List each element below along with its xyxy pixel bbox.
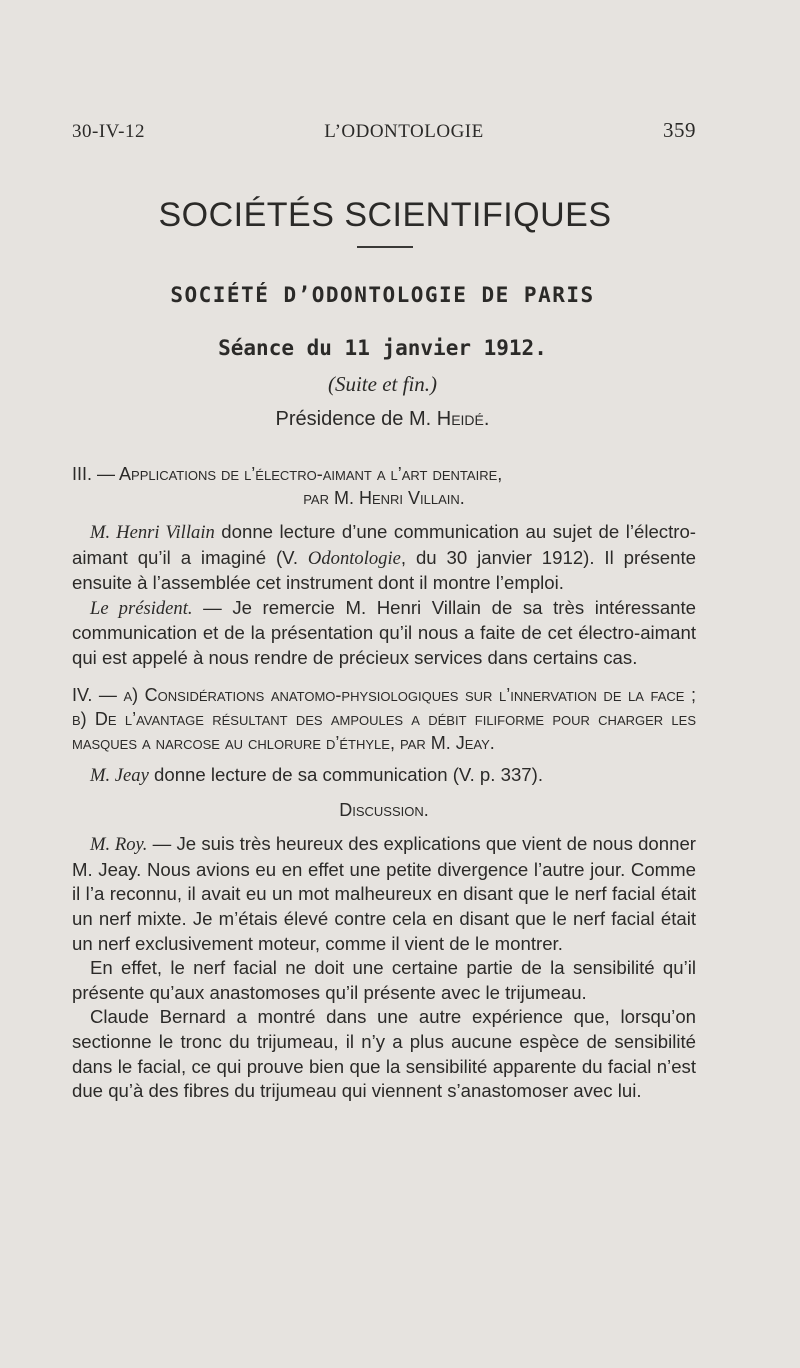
president-name: Heidé.: [436, 408, 490, 430]
speaker-roy: M. Roy.: [90, 834, 148, 856]
paragraph-bernard: Claude Bernard a montré dans une autre expérience que, lorsqu’on sectionne le tronc du trijumeau, il n’y a plus aucune espèce de sensibilité dans le facial, ce qui prouve bien que la sensibilité apparente du facial n’est due qu’à des fibres du trijumeau qui viennent s’anastomoser avec lui.: [72, 1006, 696, 1102]
presidence-line: [0, 408, 765, 431]
paragraph-villain: [72, 520, 696, 596]
paragraph-facial: En effet, le nerf facial ne doit une certaine partie de la sensibilité qu’il présente qu’aux anastomoses qu’il présente avec le trijumeau.: [72, 957, 696, 1003]
paragraph-president: [72, 596, 696, 671]
presidence-prefix: Présidence de M.: [275, 408, 432, 430]
paragraph-president-text: — Je remercie M. Henri Villain de sa très intéressante communication et de la présentation qu’il nous a faite de cet électro-aimant qui est appelé à nous rendre de précieux services dans certains cas.: [72, 596, 697, 668]
page-number: 359: [662, 118, 696, 142]
section-title: SOCIÉTÉS SCIENTIFIQUES: [158, 196, 612, 234]
title-divider: [357, 246, 413, 248]
paragraph-roy-text: — Je suis très heureux des explications que vient de nous donner M. Jeay. Nous avions eu en effet une petite divergence l’autre jour. Comme il l’a reconnu, il avait eu un mot malheureux en disant que le nerf facial était un nerf mixte. Je m’étais élevé contre cela en disant que le nerf facial était un nerf exclusivement moteur, comme il vient de le montrer.: [72, 833, 696, 954]
discussion-heading: Discussion.: [339, 800, 429, 821]
section-3-heading: [72, 462, 696, 510]
paragraph-roy: [72, 832, 696, 956]
section-4-part-b: b) De l’avantage résultant des ampoules a débit filiforme pour charger les masques a narcose au chlorure d’éthyle, par M. Jeay.: [72, 708, 696, 753]
journal-ref: Odontologie: [307, 547, 401, 569]
section-3-line1: III. — Applications de l’électro-aimant a l’art dentaire,: [72, 464, 503, 484]
society-heading: SOCIÉTÉ D’ODONTOLOGIE DE PARIS: [170, 283, 595, 307]
section-4-part-a: IV. — a) Considérations anatomo-physiologiques sur l’innervation de la face ;: [72, 684, 696, 705]
journal-name: L’ODONTOLOGIE: [324, 121, 484, 142]
suite-note: (Suite et fin.): [327, 372, 438, 396]
paragraph-villain-text1: donne lecture d’une communication au sujet de l’électro-aimant qu’il a imaginé (V.: [72, 521, 696, 568]
paragraph-villain-text2: , du 30 janvier 1912). Il présente ensuite à l’assemblée cet instrument dont il montre l’emploi.: [72, 546, 696, 594]
speaker-villain: M. Henri Villain: [90, 522, 215, 543]
section-3-line2: par M. Henri Villain.: [303, 488, 465, 508]
article-body: [72, 462, 696, 1104]
section-4-heading: [72, 683, 696, 755]
speaker-jeay: M. Jeay: [90, 764, 149, 786]
seance-heading: Séance du 11 janvier 1912.: [218, 336, 547, 360]
paragraph-jeay: [72, 763, 696, 789]
issue-date: 30-IV-12: [72, 121, 145, 142]
speaker-president: Le président.: [90, 597, 193, 619]
paragraph-jeay-text: donne lecture de sa communication (V. p. 337).: [148, 763, 543, 785]
running-head: [72, 118, 696, 143]
